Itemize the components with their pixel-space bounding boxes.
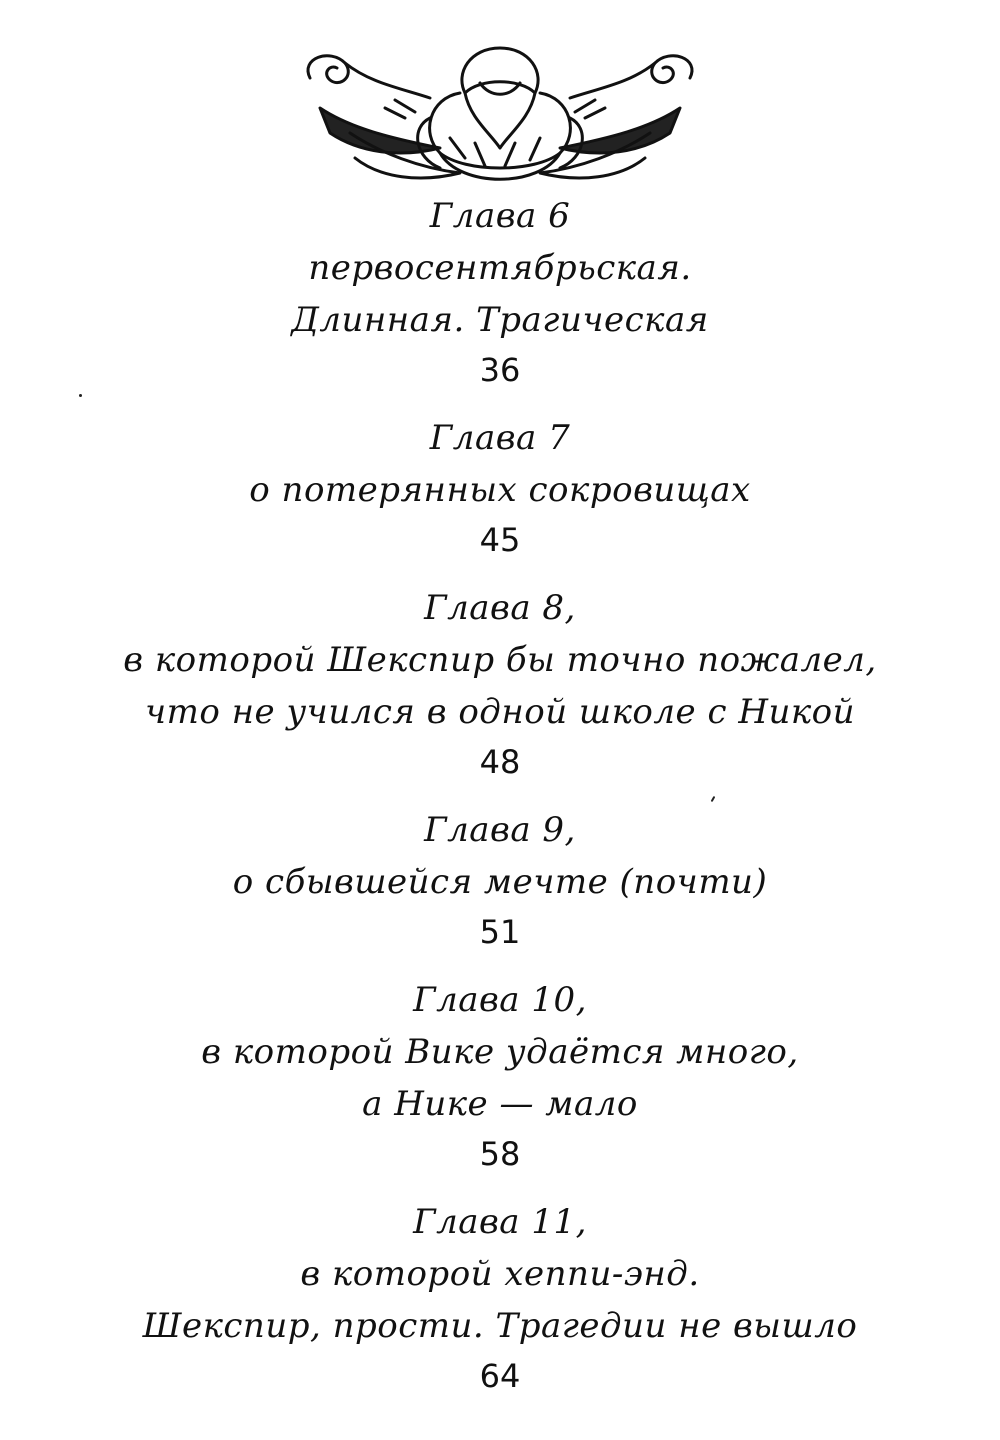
toc-entry-chapter-9 bbox=[0, 804, 1000, 956]
chapter-heading: Глава 6 bbox=[429, 196, 571, 236]
page-number: 64 bbox=[479, 1357, 521, 1395]
chapter-heading: Глава 8, bbox=[424, 588, 576, 628]
chapter-title-line: что не учился в одной школе с Никой bbox=[144, 692, 856, 732]
chapter-heading: Глава 7 bbox=[429, 418, 571, 458]
chapter-title-line: в которой хеппи-энд. bbox=[300, 1254, 700, 1294]
page-number: 45 bbox=[479, 521, 521, 559]
chapter-title-line: а Нике — мало bbox=[362, 1084, 638, 1124]
toc-entry-chapter-7 bbox=[0, 412, 1000, 564]
chapter-title-line: в которой Шекспир бы точно пожалел, bbox=[123, 640, 877, 680]
paper-speck bbox=[79, 394, 82, 397]
toc-entry-chapter-10 bbox=[0, 974, 1000, 1178]
rose-ornament-icon bbox=[290, 38, 710, 198]
chapter-heading: Глава 10, bbox=[413, 980, 587, 1020]
chapter-title-line: Длинная. Трагическая bbox=[291, 300, 709, 340]
chapter-title-line: о сбывшейся мечте (почти) bbox=[232, 862, 768, 902]
toc-entry-chapter-11 bbox=[0, 1196, 1000, 1400]
chapter-heading: Глава 9, bbox=[424, 810, 576, 850]
table-of-contents bbox=[0, 190, 1000, 1418]
chapter-title-line: в которой Вике удаётся много, bbox=[201, 1032, 799, 1072]
page-number: 48 bbox=[479, 743, 521, 781]
page-number: 58 bbox=[479, 1135, 521, 1173]
page-number: 51 bbox=[479, 913, 521, 951]
toc-entry-chapter-8 bbox=[0, 582, 1000, 786]
chapter-title-line: Шекспир, прости. Трагедии не вышло bbox=[142, 1306, 858, 1346]
chapter-title-line: о потерянных сокровищах bbox=[249, 470, 751, 510]
toc-entry-chapter-6 bbox=[0, 190, 1000, 394]
chapter-heading: Глава 11, bbox=[413, 1202, 587, 1242]
page-number: 36 bbox=[479, 351, 521, 389]
chapter-title-line: первосентябрьская. bbox=[308, 248, 692, 288]
